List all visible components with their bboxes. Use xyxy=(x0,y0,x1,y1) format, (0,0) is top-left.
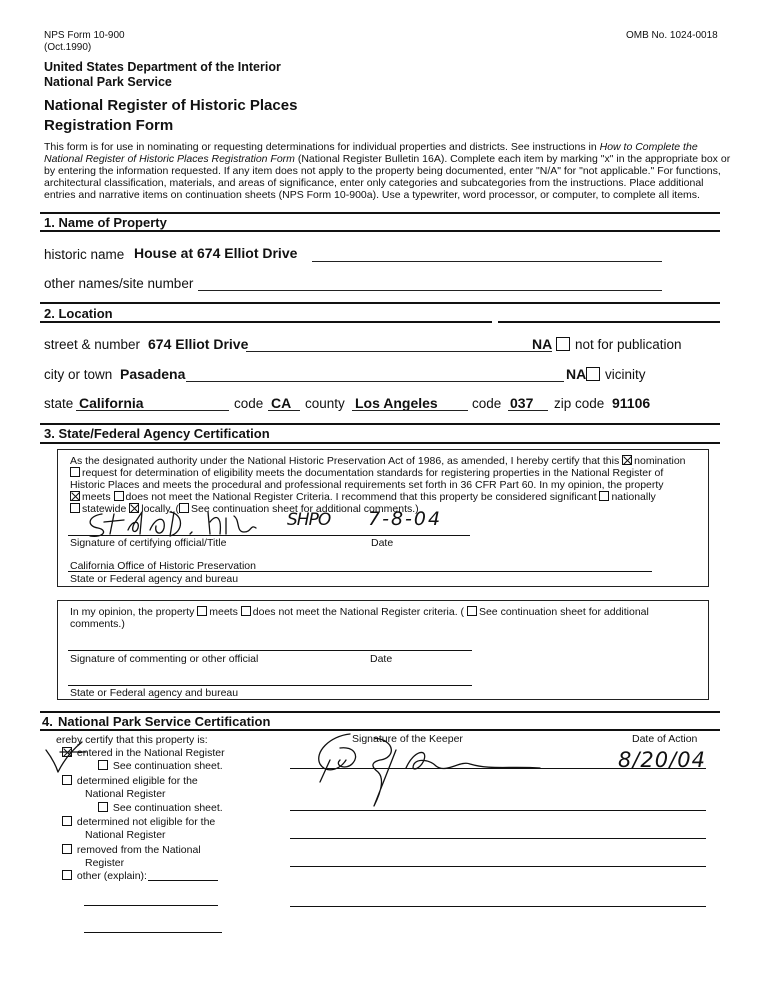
entered-row: entered in the National Register xyxy=(62,747,225,759)
opinion-continuation-checkbox[interactable] xyxy=(467,606,477,616)
continuation-1-checkbox[interactable] xyxy=(98,760,108,770)
form-subtitle: Registration Form xyxy=(44,117,174,134)
section-rule xyxy=(498,321,720,323)
removed-checkbox[interactable] xyxy=(62,844,72,854)
cert-line-3: Historic Places and meets the procedural and professional requirements set forth in 36 CFR Part 60. In my opinion, the property xyxy=(70,479,664,491)
field-line xyxy=(246,351,530,352)
date-label: Date xyxy=(371,537,394,549)
keeper-line[interactable] xyxy=(290,906,706,907)
other-checkbox[interactable] xyxy=(62,870,72,880)
city-label: city or town xyxy=(44,367,113,382)
na-vicinity: NA xyxy=(566,366,587,382)
intro-line-3: by entering the information requested. If any item does not apply to the property being documented, enter "N/A" for "not applicable." For functions, xyxy=(44,165,721,177)
comment-agency-label: State or Federal agency and bureau xyxy=(70,687,239,699)
na-publication: NA xyxy=(532,336,553,352)
comment-sig-label: Signature of commenting or other official xyxy=(70,653,259,665)
historic-name-value: House at 674 Elliot Drive xyxy=(134,245,298,261)
keeper-line[interactable] xyxy=(290,810,706,811)
section-rule xyxy=(40,442,720,444)
other-row: other (explain): xyxy=(62,870,147,882)
other-names-field[interactable] xyxy=(198,290,662,291)
cert-line-4: meets does not meet the National Register Criteria. I recommend that this property be considered significant nationally xyxy=(70,491,656,503)
does-not-meet-checkbox[interactable] xyxy=(114,491,124,501)
intro-line-5: entries and narrative items on continuation sheets (NPS Form 10-900a). Use a typewriter, word processor, or computer, to complete all items. xyxy=(44,189,700,201)
other-names-label: other names/site number xyxy=(44,276,194,291)
section-4-heading: National Park Service Certification xyxy=(58,714,271,729)
nomination-checkbox[interactable] xyxy=(622,455,632,465)
section-2-heading: 2. Location xyxy=(44,306,113,321)
not-eligible-checkbox[interactable] xyxy=(62,816,72,826)
omb-number: OMB No. 1024-0018 xyxy=(626,30,718,41)
field-line xyxy=(352,410,468,411)
sig-label: Signature of certifying official/Title xyxy=(70,537,227,549)
comment-agency-line[interactable] xyxy=(68,685,472,686)
removed-row: removed from the National xyxy=(62,844,201,856)
eligible-row-2: National Register xyxy=(85,788,166,800)
eligible-checkbox[interactable] xyxy=(62,775,72,785)
section-rule xyxy=(40,212,720,214)
intro-line-2: National Register of Historic Places Registration Form (National Register Bulletin 16A). Complete each item by marking "x" in the appropriate box or xyxy=(44,153,731,165)
other-line[interactable] xyxy=(84,932,222,933)
section-1-heading: 1. Name of Property xyxy=(44,215,167,230)
opinion-not-meet-checkbox[interactable] xyxy=(241,606,251,616)
action-date-value: 8/20/04 xyxy=(618,748,706,772)
nationally-checkbox[interactable] xyxy=(599,491,609,501)
signature-line xyxy=(68,535,470,536)
section-rule xyxy=(40,321,492,323)
other-line[interactable] xyxy=(148,880,218,881)
vicinity-checkbox[interactable] xyxy=(586,366,600,384)
nps-intro: ereby certify that this property is: xyxy=(56,734,208,746)
department: United States Department of the Interior xyxy=(44,60,281,74)
field-line xyxy=(312,261,662,262)
code-label: code xyxy=(234,396,264,411)
agency-line xyxy=(68,571,652,572)
not-eligible-row-2: National Register xyxy=(85,829,166,841)
cert-line-2: request for determination of eligibility meets the documentation standards for registering properties in the National Register of xyxy=(70,467,663,479)
zip-value: 91106 xyxy=(612,395,651,411)
section-rule xyxy=(40,230,720,232)
removed-row-2: Register xyxy=(85,857,125,869)
opinion-line-2: comments.) xyxy=(70,618,125,630)
vicinity-label: vicinity xyxy=(605,367,646,382)
field-line xyxy=(530,351,552,352)
cert-line-5: statewide locally. ( See continuation sheet for additional comments.) xyxy=(70,503,419,515)
keeper-signature xyxy=(300,730,560,815)
opinion-meets-checkbox[interactable] xyxy=(197,606,207,616)
county-code-value: 037 xyxy=(510,395,534,411)
handwritten-title: SHPO xyxy=(287,510,331,530)
field-line xyxy=(186,381,564,382)
county-code-label: code xyxy=(472,396,502,411)
service: National Park Service xyxy=(44,75,172,89)
not-for-publication-checkbox[interactable] xyxy=(556,336,570,354)
not-eligible-row: determined not eligible for the xyxy=(62,816,215,828)
city-value: Pasadena xyxy=(120,366,186,382)
section-3-heading: 3. State/Federal Agency Certification xyxy=(44,426,270,441)
section-rule xyxy=(40,302,720,304)
state-value: California xyxy=(79,395,144,411)
field-line xyxy=(76,410,229,411)
eligible-row: determined eligible for the xyxy=(62,775,198,787)
county-label: county xyxy=(305,396,345,411)
statewide-checkbox[interactable] xyxy=(70,503,80,513)
agency-value: California Office of Historic Preservation xyxy=(70,560,256,572)
continuation-2-checkbox[interactable] xyxy=(98,802,108,812)
state-label: state xyxy=(44,396,74,411)
keeper-line[interactable] xyxy=(290,866,706,867)
request-checkbox[interactable] xyxy=(70,467,80,477)
intro-line-1: This form is for use in nominating or requesting determinations for individual properties and districts. See instructions in How to Complete the xyxy=(44,141,698,153)
street-value: 674 Elliot Drive xyxy=(148,336,249,352)
cert-line-1: As the designated authority under the National Historic Preservation Act of 1986, as amended, I hereby certify that this nomination xyxy=(70,455,686,467)
handwritten-date: 7-8-04 xyxy=(368,508,443,530)
county-value: Los Angeles xyxy=(355,395,438,411)
see-continuation-2: See continuation sheet. xyxy=(98,802,223,814)
comment-date-label: Date xyxy=(370,653,393,665)
street-label: street & number xyxy=(44,337,141,352)
form-title: National Register of Historic Places xyxy=(44,97,298,114)
keeper-label: Signature of the Keeper xyxy=(352,733,463,745)
field-line xyxy=(268,410,300,411)
agency-label: State or Federal agency and bureau xyxy=(70,573,239,585)
section-4-number: 4. xyxy=(42,714,53,729)
form-number: NPS Form 10-900 xyxy=(44,30,125,41)
intro-line-4: architectural classification, materials, and areas of significance, enter only categories and subcategories from the instructions. Place additional xyxy=(44,177,704,189)
form-date: (Oct.1990) xyxy=(44,42,92,53)
meets-checkbox[interactable] xyxy=(70,491,80,501)
zip-label: zip code xyxy=(554,396,605,411)
keeper-line[interactable] xyxy=(290,838,706,839)
other-line[interactable] xyxy=(84,905,218,906)
date-of-action-label: Date of Action xyxy=(632,733,698,745)
field-line xyxy=(508,410,548,411)
section-rule xyxy=(40,711,720,713)
comment-signature-line[interactable] xyxy=(68,650,472,651)
historic-name-label: historic name xyxy=(44,247,125,262)
opinion-line-1: In my opinion, the property meets does not meet the National Register criteria. ( See continuation sheet for additional xyxy=(70,606,649,618)
section-rule xyxy=(40,423,720,425)
see-continuation-1: See continuation sheet. xyxy=(98,760,223,772)
state-code-value: CA xyxy=(271,395,292,411)
entered-check-mark xyxy=(44,740,84,774)
not-for-publication-label: not for publication xyxy=(575,337,682,352)
